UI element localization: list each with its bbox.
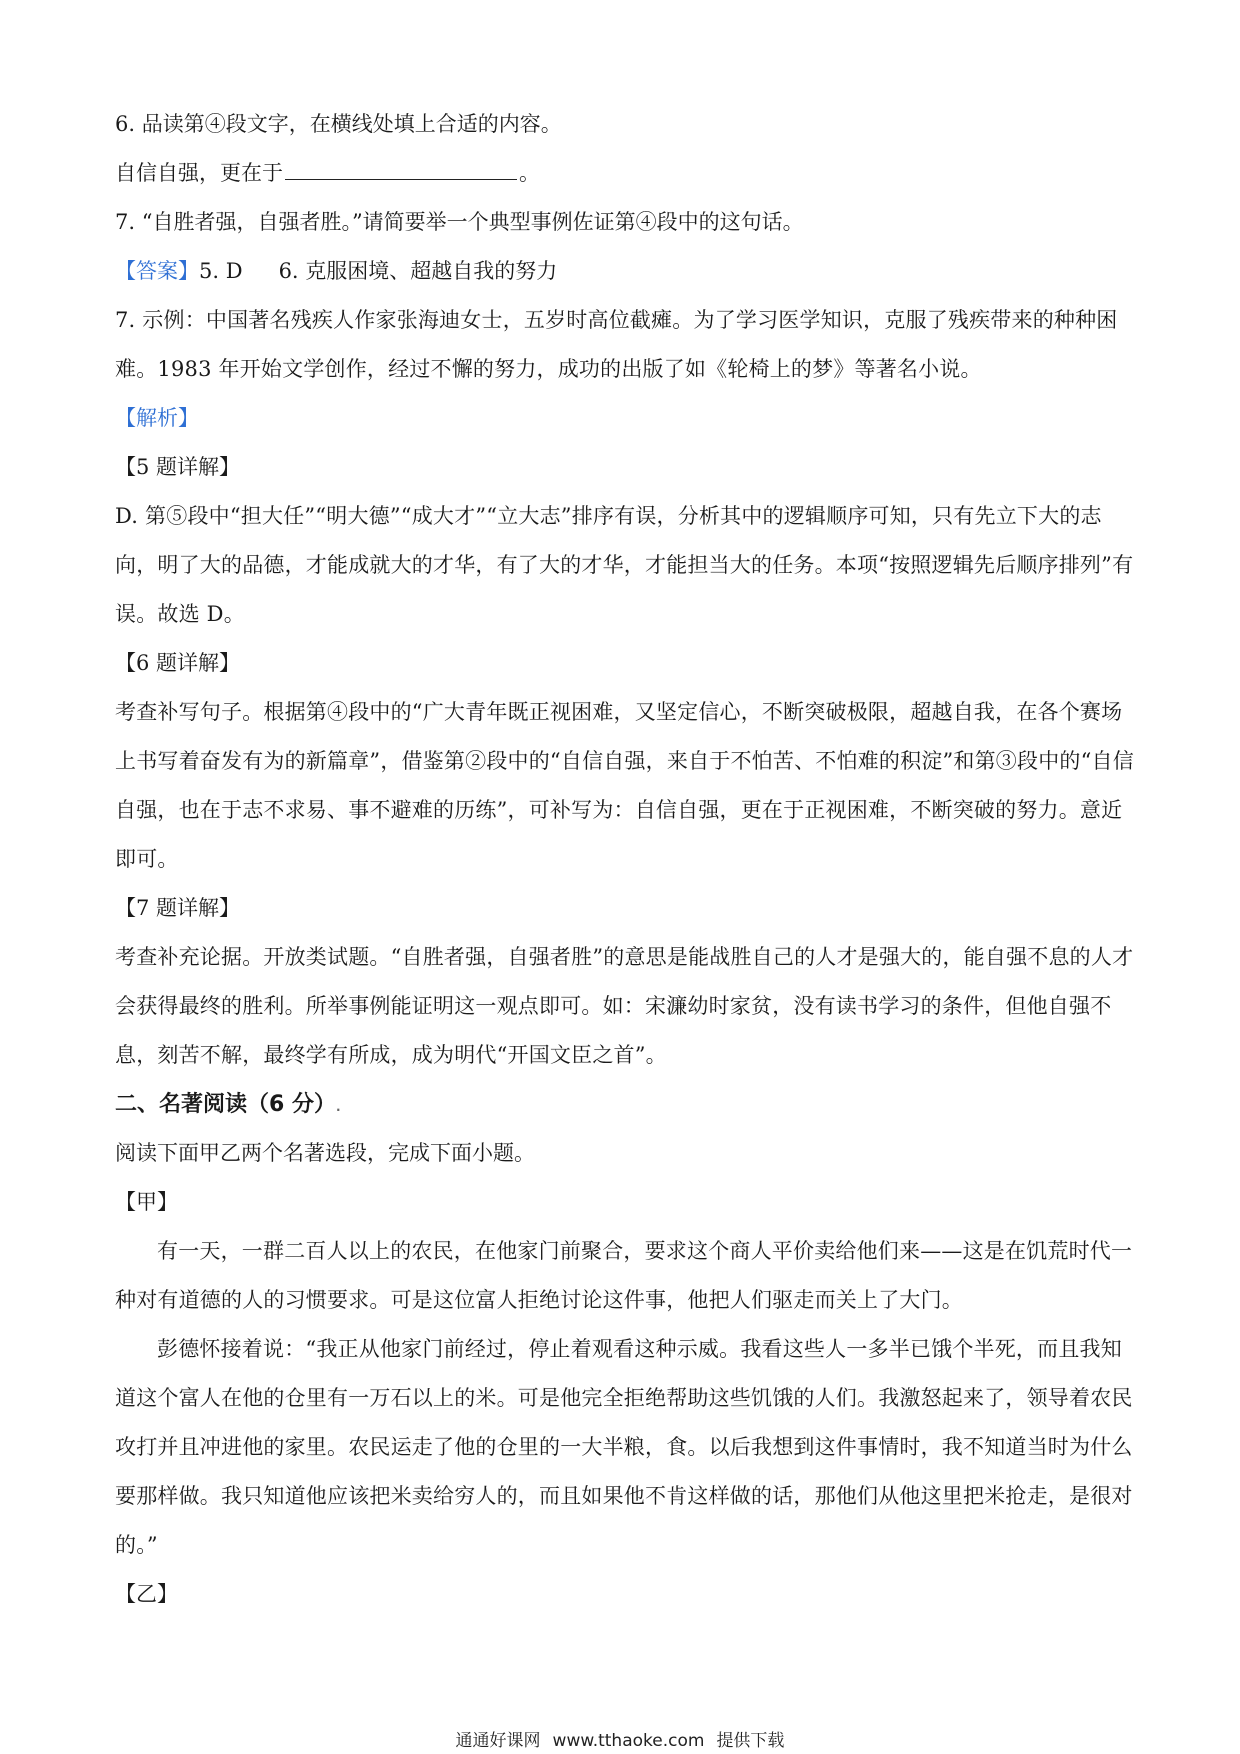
document-page: [115, 100, 1135, 1619]
q6-answer-blank: [285, 159, 517, 180]
footer-note: 提供下载: [716, 1731, 785, 1751]
answer-label: 【答案】: [115, 259, 199, 283]
analysis-label: 【解析】: [115, 406, 199, 430]
q6-fill-line: [115, 149, 1135, 198]
q7-detail-title: 【7 题详解】: [115, 896, 241, 920]
q6-fill-prefix: 自信自强，更在于: [115, 161, 283, 185]
page-footer: [0, 1726, 1240, 1751]
jia-paragraph-2: 彭德怀接着说：“我正从他家门前经过，停止着观看这种示威。我看这些人一多半已饿个半死，而且我知道这个富人在他的仓里有一万石以上的米。可是他完全拒绝帮助这些饥饿的人们。我激怒起来了，领导着农民攻打并且冲进他的家里。农民运走了他的仓里的一大半粮，食。以后我想到这件事情时，我不知道当时为什么要那样做。我只知道他应该把米卖给穷人的，而且如果他不肯这样做的话，那他们从他这里把米抢走，是很对的。”: [115, 1337, 1133, 1557]
jia-paragraph-1: 有一天，一群二百人以上的农民，在他家门前聚合，要求这个商人平价卖给他们来——这是在饥荒时代一种对有道德的人的习惯要求。可是这位富人拒绝讨论这件事，他把人们驱走而关上了大门。: [115, 1239, 1133, 1312]
q7-detail-text: 考查补充论据。开放类试题。“自胜者强，自强者胜”的意思是能战胜自己的人才是强大的，能自强不息的人才会获得最终的胜利。所举事例能证明这一观点即可。如：宋濂幼时家贫，没有读书学习的条件，但他自强不息，刻苦不解，最终学有所成，成为明代“开国文臣之首”。: [115, 945, 1134, 1067]
section2-intro: 阅读下面甲乙两个名著选段，完成下面小题。: [115, 1141, 535, 1165]
q7-question: 7. “自胜者强，自强者胜。”请简要举一个典型事例佐证第④段中的这句话。: [115, 210, 804, 234]
q6-detail-title: 【6 题详解】: [115, 651, 241, 675]
q5-detail-title: 【5 题详解】: [115, 455, 241, 479]
footer-site: 通通好课网: [455, 1731, 541, 1751]
q5-detail-text: D. 第⑤段中“担大任”“明大德”“成大才”“立大志”排序有误，分析其中的逻辑顺序可知，只有先立下大的志向，明了大的品德，才能成就大的才华，有了大的才华，才能担当大的任务。本项“按照逻辑先后顺序排列”有误。故选 D。: [115, 504, 1134, 626]
answer-q6: 6. 克服困境、超越自我的努力: [278, 259, 558, 283]
q6-fill-suffix: 。: [519, 161, 540, 185]
section2-mark: .: [335, 1100, 341, 1114]
q6-question: 6. 品读第④段文字，在横线处填上合适的内容。: [115, 112, 562, 136]
q6-detail-text: 考查补写句子。根据第④段中的“广大青年既正视困难，又坚定信心，不断突破极限，超越自我，在各个赛场上书写着奋发有为的新篇章”，借鉴第②段中的“自信自强，来自于不怕苦、不怕难的积淀”和第③段中的“自信自强，也在于志不求易、事不避难的历练”，可补写为：自信自强，更在于正视困难，不断突破的努力。意近即可。: [115, 700, 1134, 871]
section2-heading-text: 二、名著阅读（6 分）: [115, 1092, 336, 1117]
answer-line: [115, 247, 1135, 296]
jia-label: 【甲】: [115, 1190, 178, 1214]
answer-q5: 5. D: [199, 259, 243, 283]
footer-url: www.tthaoke.com: [552, 1731, 705, 1751]
section2-heading: [115, 1080, 1135, 1129]
answer-q7: 7. 示例：中国著名残疾人作家张海迪女士，五岁时高位截瘫。为了学习医学知识，克服了残疾带来的种种困难。1983 年开始文学创作，经过不懈的努力，成功的出版了如《轮椅上的梦》等著名小说。: [115, 308, 1118, 381]
yi-label: 【乙】: [115, 1582, 178, 1606]
